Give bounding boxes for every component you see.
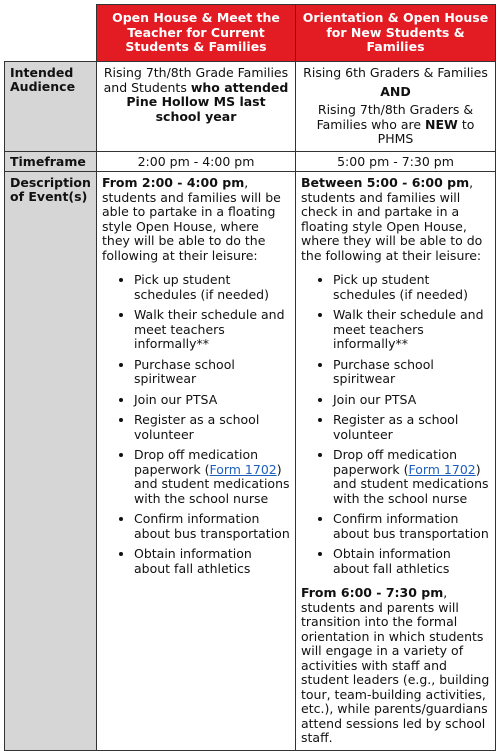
audience-col1-bold: who attended Pine Hollow MS last school year (126, 79, 289, 124)
audience-row (5, 62, 496, 152)
audience-col2-line2-post: to PHMS (377, 116, 475, 146)
list-item-text: ) and student medications with the school nurse (134, 461, 290, 506)
timeframe-row (5, 151, 496, 172)
list-item: • Purchase school spiritwear (134, 358, 290, 387)
form-1702-link[interactable]: Form 1702 (209, 461, 277, 477)
list-item: • Walk their schedule and meet teachers informally** (333, 308, 490, 352)
timeframe-open-house: 2:00 pm - 4:00 pm (97, 151, 296, 172)
description-open-house (97, 172, 296, 751)
timeframe-orientation: 5:00 pm - 7:30 pm (296, 151, 496, 172)
audience-label: Intended Audience (5, 62, 97, 152)
audience-col2-and: AND (380, 83, 411, 99)
description-col1-intro (102, 176, 290, 263)
description-col2-later-text: , students and parents will transition into the formal orientation in which students will engage in a variety of activities with staff and student leaders (e.g., building tour, team-building activities, etc.), while parents/guardians attend sessions led by school staff. (301, 585, 490, 745)
description-col2-list (301, 273, 490, 576)
list-item: • Confirm information about bus transportation (134, 512, 290, 541)
list-item: • Purchase school spiritwear (333, 358, 490, 387)
list-item: • Obtain information about fall athletics (333, 547, 490, 576)
audience-orientation (296, 62, 496, 152)
description-col2-intro-text: , students and families will check in and partake in a floating style Open House, where they will be able to do the following at their leisure: (301, 175, 483, 263)
audience-col2-line1: Rising 6th Graders & Families (303, 65, 488, 80)
header-orientation: Orientation & Open House for New Students & Families (296, 5, 496, 62)
audience-col1-text: Rising 7th/8th Grade Families and Students (103, 65, 289, 95)
list-item: • Obtain information about fall athletics (134, 547, 290, 576)
description-label: Description of Event(s) (5, 172, 97, 751)
list-item (134, 448, 290, 506)
description-col2-later-bold: From 6:00 - 7:30 pm (301, 585, 444, 600)
audience-col2-line2 (301, 103, 490, 147)
list-item: • Pick up student schedules (if needed) (333, 273, 490, 302)
list-item-text: Drop off medication paperwork ( (333, 447, 458, 477)
events-table (4, 4, 496, 751)
list-item: • Register as a school volunteer (134, 413, 290, 442)
list-item-text: Drop off medication paperwork ( (134, 447, 259, 477)
list-item: • Confirm information about bus transportation (333, 512, 490, 541)
list-item: • Join our PTSA (134, 393, 290, 408)
description-col1-intro-text: , students and families will be able to partake in a floating style Open House, where they will be able to do the following at their leisure: (102, 175, 281, 263)
list-item (333, 448, 490, 506)
description-col2-later (301, 586, 490, 746)
description-col2-intro-bold: Between 5:00 - 6:00 pm (301, 175, 470, 190)
description-col2-intro (301, 176, 490, 263)
timeframe-label: Timeframe (5, 151, 97, 172)
audience-open-house (97, 62, 296, 152)
audience-col2-line2-pre: Rising 7th/8th Graders & Families who are (316, 102, 474, 132)
form-1702-link[interactable]: Form 1702 (408, 461, 476, 477)
description-col1-list (102, 273, 290, 576)
audience-col2-new: NEW (425, 116, 458, 132)
corner-cell (5, 5, 97, 62)
list-item: • Pick up student schedules (if needed) (134, 273, 290, 302)
list-item: • Walk their schedule and meet teachers informally** (134, 308, 290, 352)
description-col1-intro-bold: From 2:00 - 4:00 pm (102, 175, 245, 190)
list-item: • Join our PTSA (333, 393, 490, 408)
header-open-house: Open House & Meet the Teacher for Current Students & Families (97, 5, 296, 62)
list-item-text: ) and student medications with the school nurse (333, 461, 489, 506)
header-row (5, 5, 496, 62)
description-row (5, 172, 496, 751)
list-item: • Register as a school volunteer (333, 413, 490, 442)
description-orientation (296, 172, 496, 751)
